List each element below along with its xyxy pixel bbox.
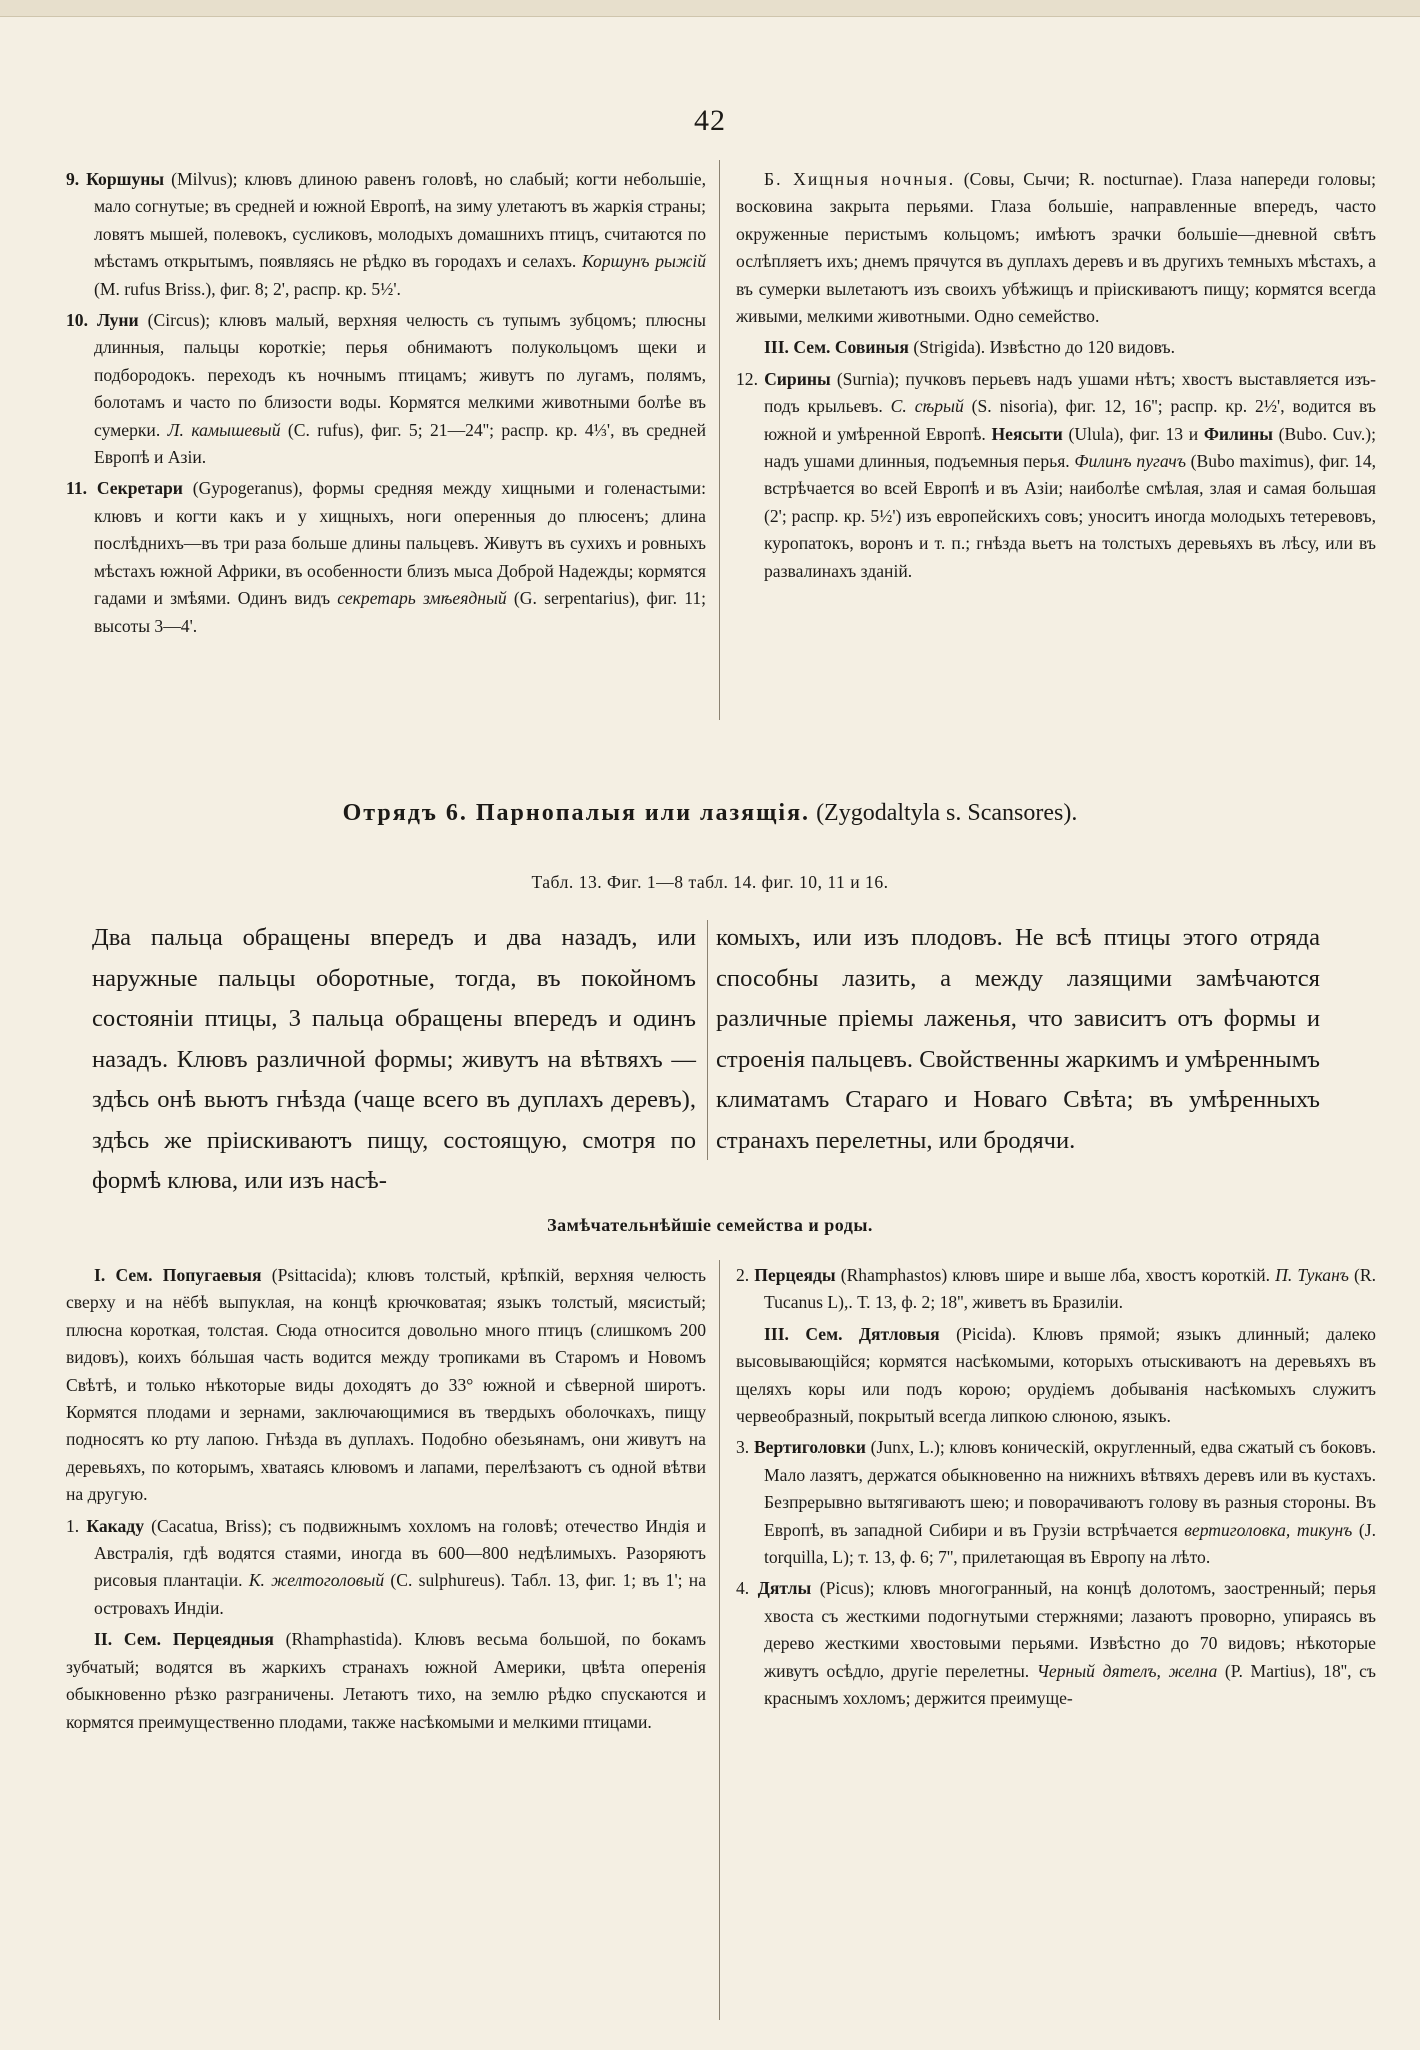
family-owls: III. Сем. Совиныя (Strigida). Извѣстно до 120 видовъ. (764, 337, 1175, 358)
entry-3: 3. Вертиголовки (Junx, L.); клювъ коническій, округленный, едва сжатый съ боковъ. Мало лазятъ, держатся обыкновенно на нижнихъ вѣтвяхъ деревъ или въ кустахъ. Безпрерывно вытягиваютъ шею; и поворачиваютъ голову въ разныя стороны. Въ Европѣ, въ западной Сибири и въ Грузіи встрѣчается вертиголовка, тикунъ (J. torquilla, L); т. 13, ф. 6; 7'', прилетающая въ Европу на лѣто. (736, 1437, 1376, 1568)
entry-11: 11. Секретари (Gypogeranus), формы средняя между хищными и голенастыми: клювъ и когти какъ и у хищныхъ, ноги оперенныя до плюсенъ; длина послѣднихъ—въ три раза больше длины пальцевъ. Живутъ въ сухихъ и ровныхъ мѣстахъ южной Африки, въ особенности близъ мыса Доброй Надежды; кормятся гадами и змѣями. Одинъ видъ секретарь змѣеядный (G. serpentarius), фиг. 11; высоты 3—4'. (66, 478, 707, 636)
table-reference: Табл. 13. Фиг. 1—8 табл. 14. фиг. 10, 11 и 16. (531, 872, 889, 892)
entry-10: 10. Луни (Circus); клювъ малый, верхняя челюсть съ тупымъ зубцомъ; плюсны длинныя, пальцы короткіе; перья обнимаютъ полукольцомъ щеки и подбородокъ. переходъ къ ночнымъ птицамъ; живутъ по лугамъ, полямъ, болотамъ и часто по близости воды. Кормятся мелкими животными болѣе въ сумерки. Л. камышевый (C. rufus), фиг. 5; 21—24''; распр. кр. 4⅓', въ средней Европѣ и Азіи. (66, 310, 706, 468)
page-number: 42 (694, 104, 726, 137)
family-parrots: I. Сем. Попугаевыя (Psittacida); клювъ толстый, крѣпкій, верхняя челюсть сверху и на нёбѣ выпуклая, на концѣ крючковатая; языкъ толстый, мясистый; плюсна короткая, толстая. Сюда относится довольно много птицъ (слишкомъ 200 видовъ), коихъ бóльшая часть водится между тропиками въ Старомъ и Новомъ Свѣтѣ, и только нѣкоторые виды доходятъ до 33° южной и сѣверной широтъ. Кормятся плодами и зернами, заключающимися въ твердыхъ оболочкахъ, пищу подносятъ ко рту лапою. Гнѣзда въ дуплахъ. Подобно обезьянамъ, они живутъ на деревьяхъ, по которымъ, хватаясь клювомъ и лапами, перелѣзаютъ съ одной вѣтви на другую. (66, 1265, 706, 1505)
order-title: Отрядъ 6. Парнопалыя или лазящія. (Zygodaltyla s. Scansores). (342, 800, 1078, 826)
family-woodpeckers: III. Сем. Дятловыя (Picida). Клювъ прямой; языкъ длинный; далеко высовывающійся; кормятся насѣкомыми, которыхъ отыскиваютъ на деревьяхъ въ щеляхъ коры или подъ корою; орудіемъ добыванія насѣкомыхъ служитъ червеобразный, покрытый всегда липкою слюною, языкъ. (736, 1323, 1376, 1427)
intro-divider (707, 920, 708, 1160)
bottom-left-column (66, 1262, 706, 1740)
column-divider (719, 160, 720, 720)
entry-4: 4. Дятлы (Picus); клювъ многогранный, на концѣ долотомъ, заостренный; перья хвоста съ жесткими подогнутыми стержнями; лазаютъ проворно, упираясь въ дерево жесткими хвостовыми перьями. Извѣстно до 70 видовъ; нѣкоторые живутъ осѣдло, другіе перелетны. Черный дятелъ, желна (P. Martius), 18'', съ краснымъ хохломъ; держится преимуще- (736, 1578, 1377, 1709)
entry-9: 9. Коршуны (Milvus); клювъ длиною равенъ головѣ, но слабый; когти небольшіе, мало согнутые; въ средней и южной Европѣ, на зиму улетаютъ въ жаркія страны; ловятъ мышей, полевокъ, сусликовъ, молодыхъ домашнихъ птицъ, считаются по мѣстамъ открытымъ, появляясь не рѣдко въ городахъ и селахъ. Коршунъ рыжій (M. rufus Briss.), фиг. 8; 2', распр. кр. 5½'. (66, 169, 706, 299)
intro-right-column: комыхъ, или изъ плодовъ. Не всѣ птицы этого отряда способны лазить, а между лазящими замѣчаются различные пріемы лаженья, что зависитъ отъ формы и строенія пальцевъ. Свойственны жаркимъ и умѣреннымъ климатамъ Стараго и Новаго Свѣта; въ умѣренныхъ странахъ перелетны, или бродячи. (716, 924, 1320, 1154)
section-subheading: Замѣчательнѣйшіе семейства и роды. (547, 1215, 873, 1235)
page-top-edge (0, 0, 1420, 17)
top-right-column (736, 166, 1376, 589)
bottom-column-divider (719, 1260, 720, 2020)
nocturnal-raptors-paragraph: Б. Хищныя ночныя. (Совы, Сычи; R. nocturnae). Глаза напереди головы; восковина закрыта перьями. Глаза большіе, направленные впередъ, часто окруженные перистымъ кольцомъ; имѣютъ зрачки большіе—дневной свѣтъ ослѣпляетъ ихъ; днемъ прячутся въ дуплахъ деревъ и въ другихъ темныхъ мѣстахъ, а въ сумерки вылетаютъ изъ своихъ убѣжищъ и пріискиваютъ пищу; кормятся всегда живыми, мелкими животными. Одно семейство. (736, 169, 1376, 327)
entry-2: 2. Перцеяды (Rhamphastos) клювъ шире и выше лба, хвостъ короткій. П. Туканъ (R. Tucanus L),. Т. 13, ф. 2; 18'', живетъ въ Бразиліи. (736, 1265, 1377, 1313)
entry-1: 1. Какаду (Cacatua, Briss); съ подвижнымъ хохломъ на головѣ; отечество Индія и Австралія, гдѣ водятся стаями, иногда въ 600—800 недѣлимыхъ. Разоряютъ рисовыя плантаціи. К. желтоголовый (C. sulphureus). Табл. 13, фиг. 1; въ 1'; на островахъ Индіи. (66, 1515, 707, 1618)
bottom-right-column (736, 1262, 1376, 1717)
top-left-column (66, 166, 706, 644)
family-toucans: II. Сем. Перцеядныя (Rhamphastida). Клювъ весьма большой, по бокамъ зубчатый; водятся въ жаркихъ странахъ южной Америки, цвѣта оперенія обыкновенно рѣзко разграничены. Летаютъ тихо, на землю рѣдко спускаются и кормятся преимущественно плодами, также насѣкомыми и мелкими птицами. (66, 1629, 707, 1732)
entry-12: 12. Сирины (Surnia); пучковъ перьевъ надъ ушами нѣтъ; хвостъ выставляется изъ-подъ крыльевъ. С. сѣрый (S. nisoria), фиг. 12, 16''; распр. кр. 2½', водится въ южной и умѣренной Европѣ. Неясыти (Ulula), фиг. 13 и Филины (Bubo. Cuv.); надъ ушами длинныя, подъемныя перья. Филинъ пугачъ (Bubo maximus), фиг. 14, встрѣчается во всей Европѣ и въ Азіи; наиболѣе смѣлая, злая и самая большая (2'; распр. кр. 5½') изъ европейскихъ совъ; уноситъ иногда молодыхъ тетеревовъ, куропатокъ, воронъ и т. п.; гнѣзда вьетъ на толстыхъ деревьяхъ въ лѣсу, или въ развалинахъ зданій. (736, 368, 1377, 581)
intro-left-column: Два пальца обращены впередъ и два назадъ, или наружные пальцы оборотные, тогда, въ покойномъ состояніи птицы, 3 пальца обращены впередъ и одинъ назадъ. Клювъ различной формы; живутъ на вѣтвяхъ — здѣсь онѣ вьютъ гнѣзда (чаще всего въ дуплахъ деревъ), здѣсь же пріискиваютъ пищу, состоящую, смотря по формѣ клюва, или изъ насѣ- (92, 924, 696, 1194)
